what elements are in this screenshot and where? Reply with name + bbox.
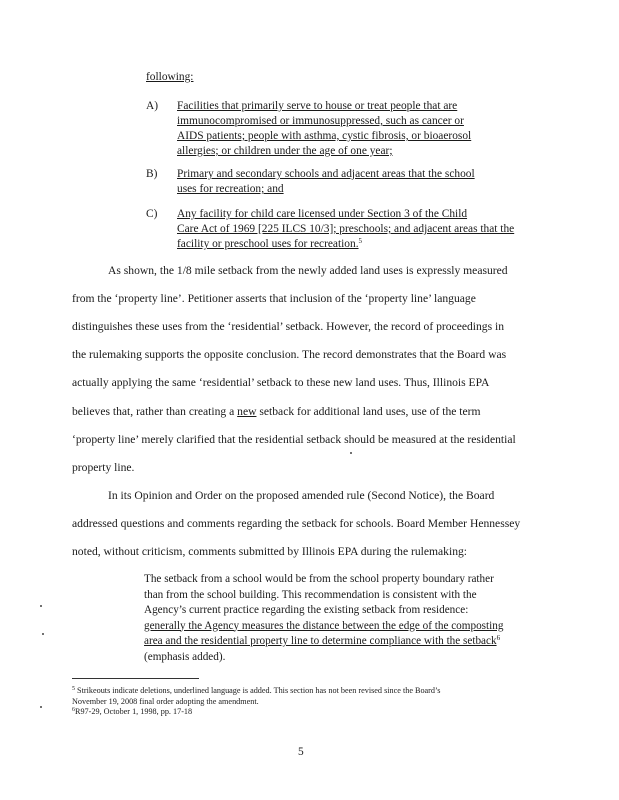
list-item-b	[177, 167, 475, 197]
paragraph1-line: property line.	[72, 461, 135, 474]
quote-line-underlined: area and the residential property line to determine compliance with the setback	[144, 635, 497, 647]
footnote-text: Strikeouts indicate deletions, underlined language is added. This section has not been revised since the Board’s	[77, 686, 441, 695]
quote-line-underlined: generally the Agency measures the distance between the edge of the composting	[144, 619, 504, 632]
footnotes	[72, 686, 440, 718]
paragraph1-line6-before: believes that, rather than creating a	[72, 405, 238, 418]
scan-speck	[40, 605, 42, 607]
list-marker-c: C)	[146, 208, 158, 220]
footnote-marker: 5	[72, 686, 75, 692]
footnote-6	[72, 707, 440, 718]
list-marker-b: B)	[146, 168, 158, 180]
paragraph1-line: actually applying the same ‘residential’ setback to these new land uses. Thus, Illinois EPA	[72, 376, 490, 389]
quote-line: Agency’s current practice regarding the existing setback from residence:	[144, 604, 469, 616]
list-marker-a: A)	[146, 100, 159, 112]
scan-speck	[350, 452, 352, 454]
list-item-a-line: allergies; or children under the age of one year;	[177, 145, 393, 157]
paragraph1-line	[72, 405, 481, 418]
scan-speck	[40, 706, 42, 708]
list-item-b-line: Primary and secondary schools and adjacent areas that the school	[177, 168, 475, 180]
paragraph1-line6-after: setback for additional land uses, use of the term	[256, 405, 481, 418]
list-intro: following:	[146, 71, 194, 83]
emphasis-new: new	[237, 405, 257, 418]
list-item-a	[177, 99, 471, 159]
paragraph1-line: As shown, the 1/8 mile setback from the newly added land uses is expressly measured	[108, 264, 508, 277]
list-item-a-line: AIDS patients; people with asthma, cystic fibrosis, or bioaerosol	[177, 130, 472, 142]
list-item-a-line: Facilities that primarily serve to house or treat people that are	[177, 100, 458, 112]
list-item-c-line: Care Act of 1969 [225 ILCS 10/3]; preschools; and adjacent areas that the	[177, 223, 515, 235]
paragraph2-line: In its Opinion and Order on the proposed amended rule (Second Notice), the Board	[108, 489, 495, 502]
quote-line: (emphasis added).	[144, 650, 226, 663]
list-item-a-line: immunocompromised or immunosuppressed, such as cancer or	[177, 115, 464, 127]
list-item-c-line: Any facility for child care licensed under Section 3 of the Child	[177, 208, 468, 220]
paragraph1-line: the rulemaking supports the opposite conclusion. The record demonstrates that the Board was	[72, 348, 507, 361]
quote-line: The setback from a school would be from the school property boundary rather	[144, 573, 494, 585]
footnote-marker: 6	[72, 707, 75, 713]
footnote-separator	[72, 678, 199, 679]
scan-speck	[42, 633, 44, 635]
paragraph2-line: noted, without criticism, comments submitted by Illinois EPA during the rulemaking:	[72, 545, 468, 558]
paragraph2-line: addressed questions and comments regarding the setback for schools. Board Member Hennessey	[72, 517, 521, 530]
footnote-5-cont: November 19, 2008 final order adopting the amendment.	[72, 696, 259, 706]
list-item-c-text: facility or preschool uses for recreation.	[177, 238, 359, 250]
footnote-ref-5[interactable]: 5	[358, 237, 363, 245]
quote-line: than from the school building. This recommendation is consistent with the	[144, 588, 477, 601]
quote-line	[144, 634, 503, 650]
list-item-c	[177, 207, 514, 252]
footnote-5	[72, 686, 440, 697]
paragraph1-line: distinguishes these uses from the ‘residential’ setback. However, the record of proceedings in	[72, 320, 505, 333]
list-item-b-line: uses for recreation; and	[177, 183, 284, 195]
block-quote	[144, 572, 503, 665]
paragraph1-line: from the ‘property line’. Petitioner asserts that inclusion of the ‘property line’ language	[72, 292, 476, 305]
page-number: 5	[298, 746, 304, 758]
paragraph1-line: ‘property line’ merely clarified that the residential setback should be measured at the residential	[72, 433, 516, 446]
list-item-c-line-last	[177, 237, 514, 252]
footnote-ref-6[interactable]: 6	[496, 634, 501, 642]
footnote-text: R97-29, October 1, 1998, pp. 17-18	[75, 707, 193, 716]
